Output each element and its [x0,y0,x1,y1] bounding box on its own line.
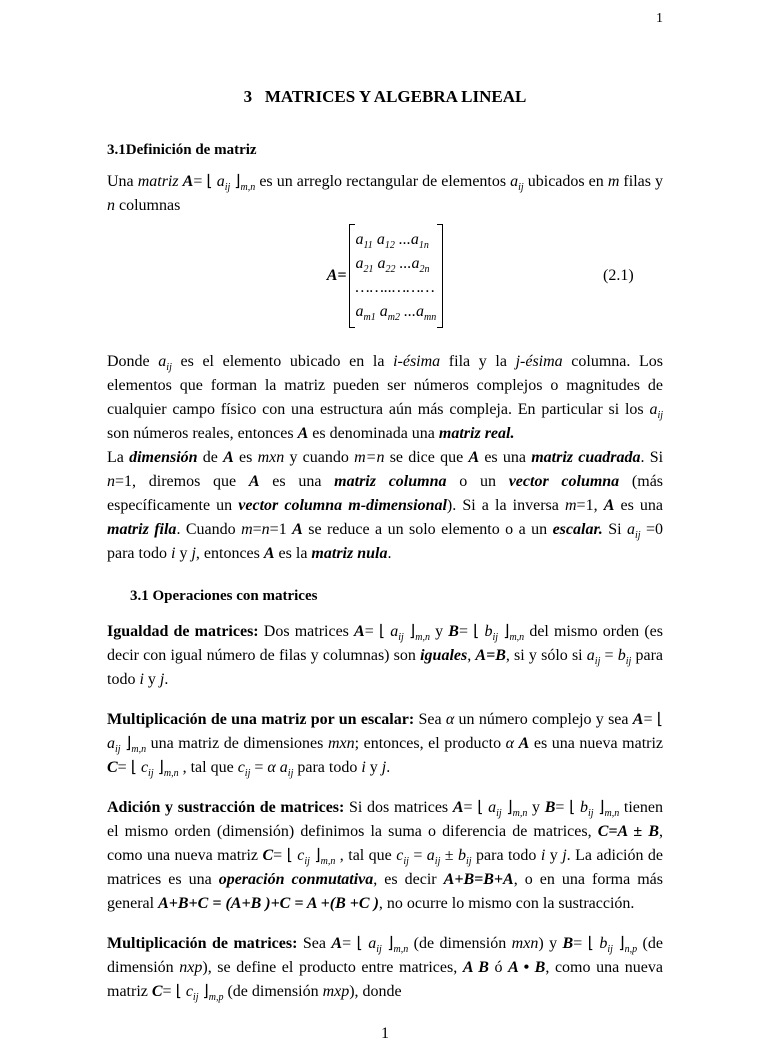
text-run: = ⌊ [193,173,217,190]
text-run: a [390,623,399,640]
text-run: , tal que [335,847,397,864]
text-run: n [107,473,115,490]
text-run: Donde [107,353,159,370]
text-run: matriz fila [107,521,177,538]
text-run: matriz cuadrada [531,449,641,466]
text-run: y cuando [284,449,355,466]
text-run: ...a [400,303,425,320]
text-run: j [191,545,196,562]
subscript: 11 [363,240,373,251]
equation-lhs: A= [326,267,347,284]
text-run: Igualdad de matrices: [107,623,259,640]
text-run: i [540,847,546,864]
subscript: 1n [418,240,429,251]
section-heading-operations: 3.1 Operaciones con matrices [130,588,318,604]
text-run: matriz real. [438,425,515,442]
text-run: ⌋ [198,983,209,1000]
text-run: para todo [471,847,541,864]
text-run: ⌋ [309,847,321,864]
text-run: para todo [107,647,664,688]
subscript: ij [224,182,231,193]
subscript: ij [304,856,310,867]
subscript: ij [496,808,502,819]
text-run: , como una nueva matriz [107,823,664,864]
text-run: mxn [327,735,355,752]
text-run: i-ésima [393,353,441,370]
text-run: mxp [322,983,350,1000]
subscript: mn [424,312,437,323]
text-run: a [372,231,385,248]
text-run: A [182,173,194,190]
text-run: b [458,847,467,864]
text-run: La [107,449,130,466]
text-run: una matriz de dimensiones [146,735,328,752]
text-run: es un arreglo rectangular de elementos [255,173,511,190]
text-run: a [488,799,497,816]
subscript: m,n [393,944,409,955]
matrix [349,224,444,328]
text-run: A [518,735,530,752]
text-run: Si [602,521,627,538]
text-run: del mismo orden (es decir con igual número de filas y columnas) son [107,623,663,664]
subscript: ij [376,944,382,955]
text-run: columnas [115,197,181,214]
text-run: ubicados en [523,173,608,190]
text-run: (de dimensión [223,983,323,1000]
text-run: ⌋ [153,759,164,776]
subscript: ij [588,808,594,819]
text-run: c [297,847,305,864]
text-run: = [252,521,262,538]
text-run: (más específicamente un [107,473,664,514]
subscript: m,n [604,808,620,819]
text-run: = ⌊ [458,623,485,640]
text-run: es la [274,545,312,562]
footer-page-number: 1 [381,1025,389,1042]
text-run: de [197,449,224,466]
text-run: ± [440,847,459,864]
text-run: ) y [538,935,563,952]
text-run: Sea [297,935,332,952]
text-run: dimensión [129,449,198,466]
text-run: A [292,521,303,538]
text-run: fila y la [440,353,516,370]
subscript: ij [625,656,632,667]
text-run: = ⌊ [162,983,186,1000]
text-run: a [626,521,635,538]
text-run: A+B+C = (A+B )+C = A +(B +C ) [158,895,379,912]
text-run: C [151,983,163,1000]
text-run: ⌋ [381,935,394,952]
text-run: = ⌊ [342,935,369,952]
text-run: columna. Los elementos que forman la matriz pueden ser números complejos o magnitudes de cualquier campo físico con una estructura aún más compleja. En particular si los [107,353,664,418]
text-run: , como una nueva matriz [107,959,663,1000]
text-run: a [586,647,595,664]
text-run: . Cuando [176,521,242,538]
text-run: se dice que [384,449,469,466]
text-run: = ⌊ [643,711,664,728]
text-run: = [250,759,268,776]
text-run: para todo [293,759,362,776]
text-run: ⌋ [230,173,241,190]
text-run: = [408,847,427,864]
text-run: j [562,847,567,864]
paragraph-multiplicacion [107,932,663,1004]
text-run: ⌋ [120,735,132,752]
subscript: m2 [387,312,401,323]
text-run: A [632,711,644,728]
subscript: ij [166,362,172,373]
text-run: ), donde [349,983,402,1000]
subscript: ij [148,768,154,779]
text-run: =1, [576,497,604,514]
text-run: Si dos matrices [344,799,453,816]
text-run: B [544,799,556,816]
text-run: filas y [619,173,664,190]
text-run: j-ésima [515,353,563,370]
text-run: escalar. [552,521,603,538]
text-run: A+B=B+A [443,871,514,888]
subscript: ij [115,744,121,755]
text-run: ; entonces, el producto [354,735,506,752]
text-run: es una nueva matriz [529,735,664,752]
text-run: =1 [269,521,293,538]
text-run: ⌋ [501,799,513,816]
text-run: , si y sólo si [505,647,587,664]
subscript: ij [492,632,499,643]
chapter-title: 3 MATRICES Y ALGEBRA LINEAL [243,87,527,106]
text-run: b [580,799,589,816]
text-run: A [263,545,275,562]
text-run: , no ocurre lo mismo con la sustracción. [378,895,635,912]
text-run: a [375,303,388,320]
text-run: A [331,935,343,952]
matrix-row [356,228,437,252]
text-run: vector columna m-dimensional [238,497,447,514]
text-run: = [600,647,618,664]
subscript: ij [607,944,613,955]
paragraph-adicion [107,796,663,916]
text-run: es el elemento ubicado en la [171,353,394,370]
subscript: ij [434,856,441,867]
text-run: y [545,847,563,864]
subscript: ij [657,410,663,421]
text-run: c [396,847,404,864]
text-run: . [164,671,169,688]
header-page-number: 1 [656,11,663,26]
text-run: es una [259,473,335,490]
paragraph-igualdad [107,620,663,692]
text-run: es una [479,449,532,466]
text-run: ), se define el producto entre matrices, [202,959,463,976]
text-run: es una [614,497,663,514]
matrix-row [356,276,437,300]
text-run: a [355,231,364,248]
text-run: A B [462,959,489,976]
text-run: c [237,759,245,776]
subscript: ij [634,530,641,541]
text-run: , entonces [195,545,264,562]
text-run: B [562,935,574,952]
text-run: mxn [257,449,285,466]
text-run: ⌋ [403,623,416,640]
text-run: m=n [354,449,385,466]
text-run: ...a [394,231,419,248]
subscript: m,p [208,992,224,1003]
text-run: , tal que [178,759,238,776]
text-run: A [468,449,480,466]
subscript: ij [403,856,409,867]
subscript: ij [466,856,472,867]
text-run: son números reales, entonces [107,425,298,442]
text-run: n [107,197,115,214]
text-run: . La adición de matrices es una [107,847,664,888]
text-run: b [484,623,493,640]
text-run: =0 para todo [107,521,663,562]
text-run: vector columna [508,473,620,490]
text-run: (de dimensión [408,935,512,952]
subscript: 2n [419,264,430,275]
text-run: y [429,623,449,640]
text-run: ⌋ [612,935,625,952]
text-run: Sea [414,711,446,728]
subscript: ij [244,768,251,779]
text-run: a [368,935,377,952]
text-run: . [386,759,391,776]
text-run: =1, diremos que [115,473,249,490]
text-run: y [527,799,545,816]
paragraph-dimension [107,446,663,566]
text-run: α [445,711,455,728]
text-run: un número complejo y sea [454,711,633,728]
subscript: ij [287,768,294,779]
text-run: C [107,759,118,776]
text-run: a [510,173,519,190]
equation-2-1 [107,224,663,328]
text-run: A • B [508,959,546,976]
text-run: A [603,497,615,514]
section-heading-definition: 3.1Definición de matriz [107,142,257,158]
text-run: Adición y sustracción de matrices: [107,799,345,816]
text-run: tienen el mismo orden (dimensión) definimos la suma o diferencia de matrices, [107,799,664,840]
text-run: j [381,759,387,776]
text-run: c [140,759,149,776]
subscript: ij [518,182,524,193]
subscript: m,n [163,768,179,779]
text-run: , o en una forma más general [107,871,663,912]
paragraph-escalar [107,708,663,780]
text-run: matriz [137,173,179,190]
text-run: Multiplicación de una matriz por un escalar: [107,711,415,728]
subscript: m,n [240,182,256,193]
text-run: A [248,473,260,490]
text-run: A [452,799,464,816]
text-run: = ⌊ [364,623,391,640]
paragraph-donde [107,350,663,446]
text-run: a [426,847,435,864]
text-run: ó [488,959,509,976]
text-run: (de dimensión [107,935,663,976]
text-run: . Si [640,449,664,466]
paragraph-definition [107,170,663,218]
text-run: = ⌊ [573,935,600,952]
text-run: ⌋ [498,623,510,640]
subscript: m,n [131,744,147,755]
text-run: a [216,173,225,190]
matrix-row [356,300,437,324]
text-run: a [355,255,364,272]
text-run: C=A ± B [597,823,660,840]
subscript: 21 [363,264,374,275]
text-run: , es decir [373,871,444,888]
text-run: es [233,449,258,466]
text-run: m [564,497,577,514]
subscript: 22 [385,264,396,275]
text-run: A [354,623,365,640]
text-run: y [365,759,382,776]
text-run: , [467,647,476,664]
text-run: mxn [511,935,539,952]
text-run: i [139,671,144,688]
text-run: es denominada una [308,425,439,442]
subscript: m,n [320,856,336,867]
text-run: ...a [395,255,420,272]
text-run: α [505,735,515,752]
text-run: n [261,521,270,538]
text-run: b [617,647,626,664]
text-run: b [599,935,608,952]
text-run: y [143,671,160,688]
text-run: = ⌊ [555,799,581,816]
text-run: = ⌊ [273,847,298,864]
text-run: a [355,303,364,320]
text-run: B [448,623,459,640]
text-run: = ⌊ [117,759,141,776]
subscript: ij [594,656,601,667]
text-run: matriz columna [334,473,447,490]
text-run: a [373,255,386,272]
text-run: m [241,521,253,538]
text-run: . [387,545,392,562]
text-run: a [158,353,167,370]
text-run: a [649,401,658,418]
text-run: se reduce a un solo elemento o a un [302,521,553,538]
subscript: n,p [624,944,638,955]
subscript: ij [398,632,404,643]
subscript: m,n [509,632,525,643]
text-run: Multiplicación de matrices: [107,935,298,952]
subscript: m,n [415,632,430,643]
subscript: m1 [363,312,376,323]
text-run: = ⌊ [463,799,489,816]
text-run: Dos matrices [258,623,355,640]
text-run: ). Si a la inversa [446,497,565,514]
text-run: ⌋ [593,799,605,816]
text-run: a [107,735,115,752]
subscript: m,n [512,808,528,819]
text-run: A [223,449,234,466]
text-run: y [175,545,192,562]
text-run: iguales [420,647,468,664]
text-run: operación conmutativa [218,871,374,888]
text-run: m [607,173,620,190]
text-run: j [159,671,165,688]
text-run: nxp [179,959,203,976]
text-run: i [170,545,176,562]
text-run: C [262,847,274,864]
text-run: ……..……… [355,279,435,296]
text-run: Una [107,173,138,190]
text-run: A=B [475,647,506,664]
text-run: α a [267,759,288,776]
matrix-row [356,252,437,276]
subscript: ij [192,992,199,1003]
text-run: matriz nula [311,545,388,562]
equation-number: (2.1) [603,267,634,284]
text-run: i [361,759,366,776]
subscript: 12 [384,240,395,251]
text-run: c [185,983,193,1000]
text-run: o un [446,473,509,490]
text-run: A [297,425,309,442]
